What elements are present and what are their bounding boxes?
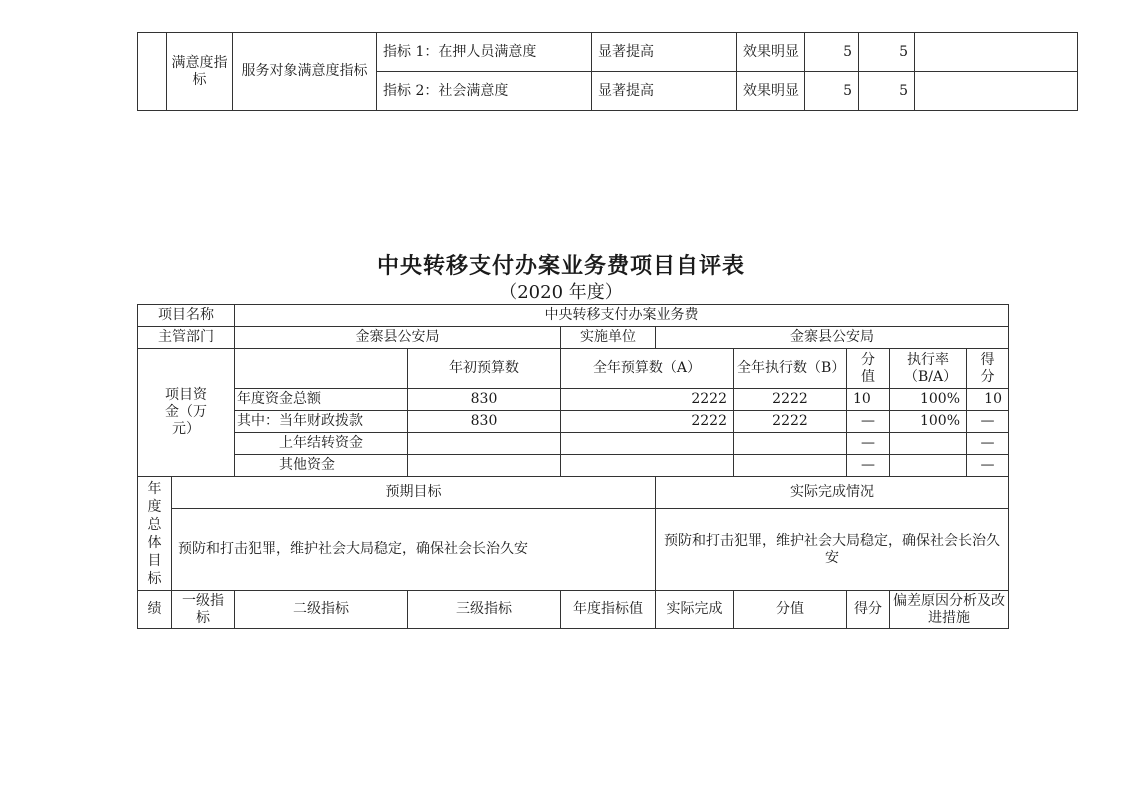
- dept-label: 主管部门: [138, 327, 235, 349]
- target-cell: 显著提高: [592, 33, 737, 72]
- annual-value: 2222: [561, 389, 734, 411]
- score-header: 得分: [967, 349, 1009, 389]
- executed-value: [734, 455, 847, 477]
- annual-value-header: 年度指标值: [561, 591, 656, 629]
- table-row: [138, 327, 1009, 349]
- executed-value: 2222: [734, 411, 847, 433]
- table-row: [138, 433, 1009, 455]
- target-cell: 显著提高: [592, 72, 737, 111]
- exec-rate-value: 100%: [890, 389, 967, 411]
- annual-value: [561, 455, 734, 477]
- impl-label: 实施单位: [561, 327, 656, 349]
- executed-value: [734, 433, 847, 455]
- category-cell: 满意度指标: [167, 33, 233, 111]
- score-cell: 5: [859, 72, 915, 111]
- expected-goal-header: 预期目标: [172, 477, 656, 509]
- fund-row-label: 其中：当年财政拨款: [235, 411, 408, 433]
- executed-value: 2222: [734, 389, 847, 411]
- score-value-cell: 10: [967, 389, 1009, 411]
- table-row: [138, 305, 1009, 327]
- weight-cell: 5: [805, 72, 859, 111]
- exec-rate-header: 执行率（B/A）: [890, 349, 967, 389]
- table-row: [138, 411, 1009, 433]
- score-value: —: [847, 433, 890, 455]
- impl-value: 金寨县公安局: [656, 327, 1009, 349]
- blank-cell: [138, 33, 167, 111]
- table-row: [138, 349, 1009, 389]
- subcategory-cell: 服务对象满意度指标: [233, 33, 377, 111]
- continuation-table: [137, 32, 1078, 111]
- table-row: [138, 591, 1009, 629]
- actual-cell: 效果明显: [737, 72, 805, 111]
- table-row: [138, 33, 1078, 72]
- indicator-cell: 指标 2：社会满意度: [377, 72, 592, 111]
- score-value-cell: —: [967, 455, 1009, 477]
- score-value-cell: —: [967, 433, 1009, 455]
- actual-cell: 效果明显: [737, 33, 805, 72]
- fund-row-label: 其他资金: [235, 455, 408, 477]
- project-name-label: 项目名称: [138, 305, 235, 327]
- table-row: [138, 389, 1009, 411]
- fund-row-label: 年度资金总额: [235, 389, 408, 411]
- annual-budget-header: 全年预算数（A）: [561, 349, 734, 389]
- deviation-header: 偏差原因分析及改进措施: [890, 591, 1009, 629]
- score-value-header: 分值: [847, 349, 890, 389]
- initial-value: 830: [408, 389, 561, 411]
- page-subtitle: （2020 年度）: [499, 282, 623, 303]
- level1-header: 一级指标: [172, 591, 235, 629]
- note-cell: [915, 33, 1078, 72]
- score-value: 10: [847, 389, 890, 411]
- project-name-value: 中央转移支付办案业务费: [235, 305, 1009, 327]
- score-header: 得分: [847, 591, 890, 629]
- annual-value: 2222: [561, 411, 734, 433]
- level3-header: 三级指标: [408, 591, 561, 629]
- annual-value: [561, 433, 734, 455]
- table-row: [138, 509, 1009, 591]
- goal-label: 年度总体目标: [138, 477, 172, 591]
- score-value: —: [847, 411, 890, 433]
- funds-label: 项目资金（万元）: [138, 349, 235, 477]
- weight-cell: 5: [805, 33, 859, 72]
- score-value-cell: —: [967, 411, 1009, 433]
- table-row: [138, 455, 1009, 477]
- blank-cell: [235, 349, 408, 389]
- dept-value: 金寨县公安局: [235, 327, 561, 349]
- actual-header: 实际完成: [656, 591, 734, 629]
- score-cell: 5: [859, 33, 915, 72]
- indicator-cell: 指标 1：在押人员满意度: [377, 33, 592, 72]
- perf-label: 绩: [138, 591, 172, 629]
- initial-budget-header: 年初预算数: [408, 349, 561, 389]
- level2-header: 二级指标: [235, 591, 408, 629]
- page-title: 中央转移支付办案业务费项目自评表: [376, 253, 745, 279]
- actual-completion-text: 预防和打击犯罪，维护社会大局稳定，确保社会长治久安: [656, 509, 1009, 591]
- exec-rate-value: [890, 455, 967, 477]
- initial-value: [408, 455, 561, 477]
- executed-header: 全年执行数（B）: [734, 349, 847, 389]
- table-row: [138, 477, 1009, 509]
- fund-row-label: 上年结转资金: [235, 433, 408, 455]
- score-value: —: [847, 455, 890, 477]
- initial-value: 830: [408, 411, 561, 433]
- note-cell: [915, 72, 1078, 111]
- score-value-header: 分值: [734, 591, 847, 629]
- exec-rate-value: 100%: [890, 411, 967, 433]
- evaluation-table: [137, 304, 1009, 629]
- exec-rate-value: [890, 433, 967, 455]
- actual-completion-header: 实际完成情况: [656, 477, 1009, 509]
- expected-goal-text: 预防和打击犯罪，维护社会大局稳定，确保社会长治久安: [172, 509, 656, 591]
- initial-value: [408, 433, 561, 455]
